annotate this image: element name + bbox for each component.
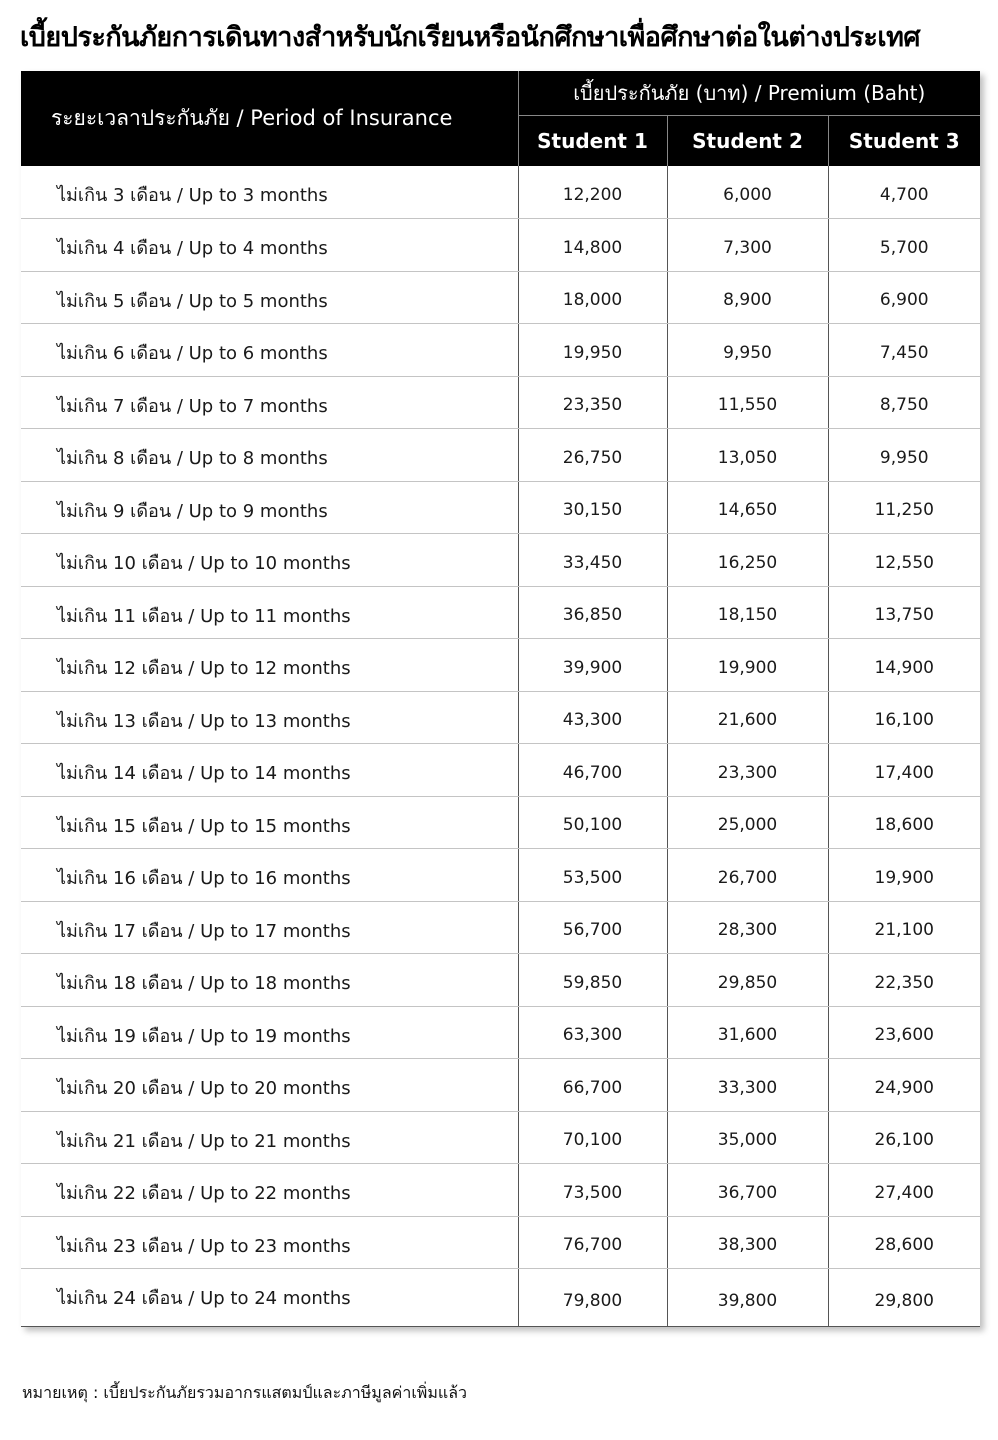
student-1-premium-cell: 70,100 <box>518 1111 667 1164</box>
period-cell: ไม่เกิน 23 เดือน / Up to 23 months <box>21 1216 518 1269</box>
student-1-premium-cell: 19,950 <box>518 324 667 377</box>
student-2-premium-cell: 6,000 <box>667 166 828 219</box>
student-1-premium-cell: 66,700 <box>518 1059 667 1112</box>
table-row <box>21 324 980 377</box>
student-3-premium-cell: 22,350 <box>828 954 980 1007</box>
student-1-premium-cell: 73,500 <box>518 1164 667 1217</box>
student-2-premium-cell: 38,300 <box>667 1216 828 1269</box>
student-3-premium-cell: 18,600 <box>828 796 980 849</box>
premium-table <box>21 71 980 1327</box>
student-3-header: Student 3 <box>828 116 980 167</box>
table-row <box>21 1164 980 1217</box>
student-2-premium-cell: 29,850 <box>667 954 828 1007</box>
student-3-premium-cell: 4,700 <box>828 166 980 219</box>
table-row <box>21 796 980 849</box>
student-1-premium-cell: 12,200 <box>518 166 667 219</box>
student-1-premium-cell: 18,000 <box>518 271 667 324</box>
period-cell: ไม่เกิน 24 เดือน / Up to 24 months <box>21 1269 518 1327</box>
student-3-premium-cell: 29,800 <box>828 1269 980 1327</box>
student-2-premium-cell: 35,000 <box>667 1111 828 1164</box>
student-2-premium-cell: 33,300 <box>667 1059 828 1112</box>
student-2-premium-cell: 21,600 <box>667 691 828 744</box>
period-cell: ไม่เกิน 9 เดือน / Up to 9 months <box>21 481 518 534</box>
table-row <box>21 271 980 324</box>
period-cell: ไม่เกิน 15 เดือน / Up to 15 months <box>21 796 518 849</box>
student-2-premium-cell: 9,950 <box>667 324 828 377</box>
student-2-premium-cell: 13,050 <box>667 429 828 482</box>
student-2-premium-cell: 28,300 <box>667 901 828 954</box>
student-2-premium-cell: 16,250 <box>667 534 828 587</box>
period-cell: ไม่เกิน 4 เดือน / Up to 4 months <box>21 219 518 272</box>
table-row <box>21 586 980 639</box>
student-3-premium-cell: 19,900 <box>828 849 980 902</box>
student-3-premium-cell: 12,550 <box>828 534 980 587</box>
period-cell: ไม่เกิน 19 เดือน / Up to 19 months <box>21 1006 518 1059</box>
student-2-premium-cell: 36,700 <box>667 1164 828 1217</box>
period-cell: ไม่เกิน 16 เดือน / Up to 16 months <box>21 849 518 902</box>
period-cell: ไม่เกิน 8 เดือน / Up to 8 months <box>21 429 518 482</box>
student-1-premium-cell: 53,500 <box>518 849 667 902</box>
period-cell: ไม่เกิน 21 เดือน / Up to 21 months <box>21 1111 518 1164</box>
period-cell: ไม่เกิน 22 เดือน / Up to 22 months <box>21 1164 518 1217</box>
student-3-premium-cell: 5,700 <box>828 219 980 272</box>
period-cell: ไม่เกิน 13 เดือน / Up to 13 months <box>21 691 518 744</box>
student-3-premium-cell: 21,100 <box>828 901 980 954</box>
premium-column-header: เบี้ยประกันภัย (บาท) / Premium (Baht) <box>518 71 980 116</box>
student-3-premium-cell: 13,750 <box>828 586 980 639</box>
page-title: เบี้ยประกันภัยการเดินทางสำหรับนักเรียนหรือนักศึกษาเพื่อศึกษาต่อในต่างประเทศ <box>20 22 921 53</box>
student-3-premium-cell: 23,600 <box>828 1006 980 1059</box>
student-3-premium-cell: 8,750 <box>828 376 980 429</box>
student-3-premium-cell: 9,950 <box>828 429 980 482</box>
premium-table-container <box>21 71 980 1327</box>
student-2-premium-cell: 8,900 <box>667 271 828 324</box>
student-3-premium-cell: 11,250 <box>828 481 980 534</box>
student-1-premium-cell: 56,700 <box>518 901 667 954</box>
student-3-premium-cell: 26,100 <box>828 1111 980 1164</box>
student-1-premium-cell: 43,300 <box>518 691 667 744</box>
period-cell: ไม่เกิน 6 เดือน / Up to 6 months <box>21 324 518 377</box>
student-2-premium-cell: 11,550 <box>667 376 828 429</box>
table-row <box>21 849 980 902</box>
table-row <box>21 1006 980 1059</box>
footnote: หมายเหตุ : เบี้ยประกันภัยรวมอากรแสตมป์และภาษีมูลค่าเพิ่มแล้ว <box>22 1383 467 1402</box>
student-1-premium-cell: 14,800 <box>518 219 667 272</box>
student-1-premium-cell: 23,350 <box>518 376 667 429</box>
student-1-premium-cell: 50,100 <box>518 796 667 849</box>
table-row <box>21 691 980 744</box>
student-1-header: Student 1 <box>518 116 667 167</box>
student-2-premium-cell: 39,800 <box>667 1269 828 1327</box>
table-row <box>21 744 980 797</box>
student-2-premium-cell: 25,000 <box>667 796 828 849</box>
table-body <box>21 166 980 1327</box>
table-row <box>21 954 980 1007</box>
period-cell: ไม่เกิน 3 เดือน / Up to 3 months <box>21 166 518 219</box>
table-row <box>21 1269 980 1327</box>
student-1-premium-cell: 26,750 <box>518 429 667 482</box>
student-2-premium-cell: 26,700 <box>667 849 828 902</box>
student-1-premium-cell: 33,450 <box>518 534 667 587</box>
student-1-premium-cell: 79,800 <box>518 1269 667 1327</box>
student-1-premium-cell: 39,900 <box>518 639 667 692</box>
table-row <box>21 1111 980 1164</box>
table-row <box>21 166 980 219</box>
student-2-premium-cell: 19,900 <box>667 639 828 692</box>
table-row <box>21 534 980 587</box>
student-1-premium-cell: 63,300 <box>518 1006 667 1059</box>
period-cell: ไม่เกิน 12 เดือน / Up to 12 months <box>21 639 518 692</box>
student-3-premium-cell: 6,900 <box>828 271 980 324</box>
table-header <box>21 71 980 166</box>
student-2-premium-cell: 31,600 <box>667 1006 828 1059</box>
period-cell: ไม่เกิน 10 เดือน / Up to 10 months <box>21 534 518 587</box>
student-2-premium-cell: 23,300 <box>667 744 828 797</box>
table-row <box>21 901 980 954</box>
student-2-premium-cell: 18,150 <box>667 586 828 639</box>
student-3-premium-cell: 7,450 <box>828 324 980 377</box>
student-1-premium-cell: 30,150 <box>518 481 667 534</box>
period-cell: ไม่เกิน 20 เดือน / Up to 20 months <box>21 1059 518 1112</box>
period-cell: ไม่เกิน 14 เดือน / Up to 14 months <box>21 744 518 797</box>
period-cell: ไม่เกิน 18 เดือน / Up to 18 months <box>21 954 518 1007</box>
table-row <box>21 429 980 482</box>
student-2-header: Student 2 <box>667 116 828 167</box>
table-row <box>21 1216 980 1269</box>
student-2-premium-cell: 14,650 <box>667 481 828 534</box>
student-3-premium-cell: 28,600 <box>828 1216 980 1269</box>
period-cell: ไม่เกิน 17 เดือน / Up to 17 months <box>21 901 518 954</box>
period-cell: ไม่เกิน 7 เดือน / Up to 7 months <box>21 376 518 429</box>
student-3-premium-cell: 16,100 <box>828 691 980 744</box>
table-row <box>21 1059 980 1112</box>
student-3-premium-cell: 17,400 <box>828 744 980 797</box>
period-cell: ไม่เกิน 11 เดือน / Up to 11 months <box>21 586 518 639</box>
table-row <box>21 639 980 692</box>
student-3-premium-cell: 24,900 <box>828 1059 980 1112</box>
student-3-premium-cell: 14,900 <box>828 639 980 692</box>
period-cell: ไม่เกิน 5 เดือน / Up to 5 months <box>21 271 518 324</box>
student-1-premium-cell: 59,850 <box>518 954 667 1007</box>
table-row <box>21 376 980 429</box>
student-3-premium-cell: 27,400 <box>828 1164 980 1217</box>
period-column-header: ระยะเวลาประกันภัย / Period of Insurance <box>21 71 518 166</box>
student-1-premium-cell: 76,700 <box>518 1216 667 1269</box>
student-1-premium-cell: 46,700 <box>518 744 667 797</box>
student-1-premium-cell: 36,850 <box>518 586 667 639</box>
table-row <box>21 219 980 272</box>
student-2-premium-cell: 7,300 <box>667 219 828 272</box>
table-row <box>21 481 980 534</box>
